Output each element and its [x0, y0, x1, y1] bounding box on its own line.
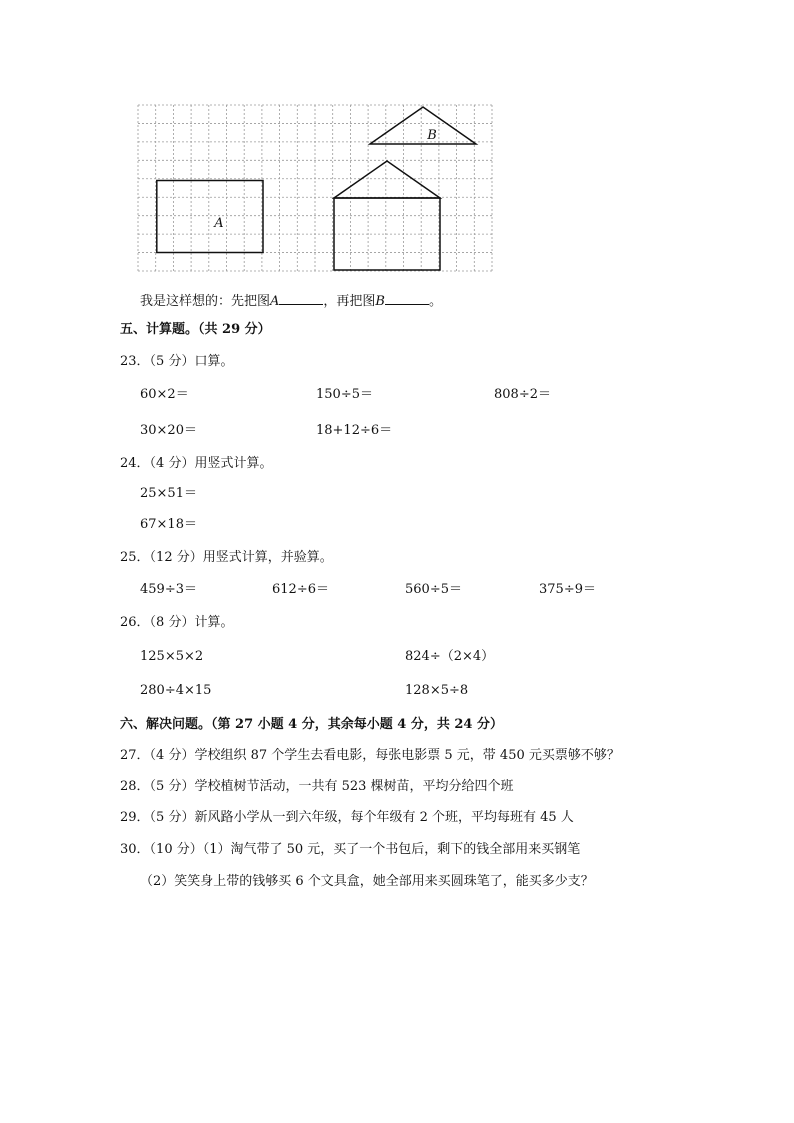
q23-item-4: 30×20＝ [140, 423, 197, 438]
q23-number: 23． [120, 354, 150, 369]
q25-header [120, 550, 333, 566]
q22-blank-a[interactable] [279, 292, 323, 305]
section6-title: 六、解决问题。（第 27 小题 4 分，其余每小题 4 分，共 24 分） [120, 717, 503, 732]
q22-blank-b[interactable] [385, 292, 429, 305]
q24-number: 24． [120, 456, 150, 471]
q23-item-3: 808÷2＝ [494, 387, 551, 402]
q22-label-a: A [270, 294, 280, 309]
q22-text-end: 。 [428, 294, 442, 309]
q22-answer-sentence [140, 292, 442, 310]
q24-item-1: 25×51＝ [140, 486, 197, 501]
dotted-grid [138, 105, 492, 271]
q24-item-2: 67×18＝ [140, 517, 197, 532]
q28 [120, 779, 514, 795]
q24-prompt: （4 分）用竖式计算。 [149, 456, 273, 471]
q26-item-2: 824÷（2×4） [405, 649, 495, 664]
q30-text: （10 分）（1）淘气带了 50 元，买了一个书包后，剩下的钱全部用来买钢笔 [149, 842, 581, 857]
q26-number: 26． [120, 615, 150, 630]
q25-item-4: 375÷9＝ [539, 582, 596, 597]
q30-number: 30． [120, 842, 150, 857]
q26-prompt: （8 分）计算。 [149, 615, 234, 630]
q22-text-part2: ，再把图 [323, 294, 376, 309]
section5-title: 五、计算题。（共 29 分） [120, 322, 271, 337]
q23-header [120, 354, 233, 370]
q25-number: 25． [120, 550, 150, 565]
shape-a-label: A [214, 216, 224, 231]
q28-text: （5 分）学校植树节活动，一共有 523 棵树苗，平均分给四个班 [149, 779, 514, 794]
q26-item-4: 128×5÷8 [405, 683, 469, 698]
q26-item-3: 280÷4×15 [140, 683, 212, 698]
q26-item-1: 125×5×2 [140, 649, 204, 664]
q27 [120, 748, 620, 764]
q28-number: 28． [120, 779, 150, 794]
q23-item-2: 150÷5＝ [316, 387, 373, 402]
house-roof-triangle [334, 161, 440, 198]
q29-text: （5 分）新风路小学从一到六年级，每个年级有 2 个班，平均每班有 45 人 [149, 810, 574, 825]
q23-prompt: （5 分）口算。 [149, 354, 234, 369]
q23-item-5: 18+12÷6＝ [316, 423, 393, 438]
q26-header [120, 615, 233, 631]
q22-label-b: B [375, 294, 385, 309]
q25-item-2: 612÷6＝ [272, 582, 329, 597]
q23-item-1: 60×2＝ [140, 387, 189, 402]
q24-header [120, 456, 272, 472]
shape-a-rectangle [157, 181, 263, 253]
shape-b-label: B [427, 128, 437, 143]
q30-sub2: （2）笑笑身上带的钱够买 6 个文具盒，她全部用来买圆珠笔了，能买多少支？ [140, 874, 594, 889]
q29-number: 29． [120, 810, 150, 825]
q27-number: 27． [120, 748, 150, 763]
q30 [120, 842, 580, 858]
q27-text: （4 分）学校组织 87 个学生去看电影，每张电影票 5 元，带 450 元买票够不够？ [149, 748, 620, 763]
q25-item-1: 459÷3＝ [140, 582, 197, 597]
q29 [120, 810, 574, 826]
q25-item-3: 560÷5＝ [405, 582, 462, 597]
grid-figure [137, 104, 495, 274]
q25-prompt: （12 分）用竖式计算，并验算。 [149, 550, 333, 565]
q22-text-part1: 我是这样想的：先把图 [140, 294, 271, 309]
